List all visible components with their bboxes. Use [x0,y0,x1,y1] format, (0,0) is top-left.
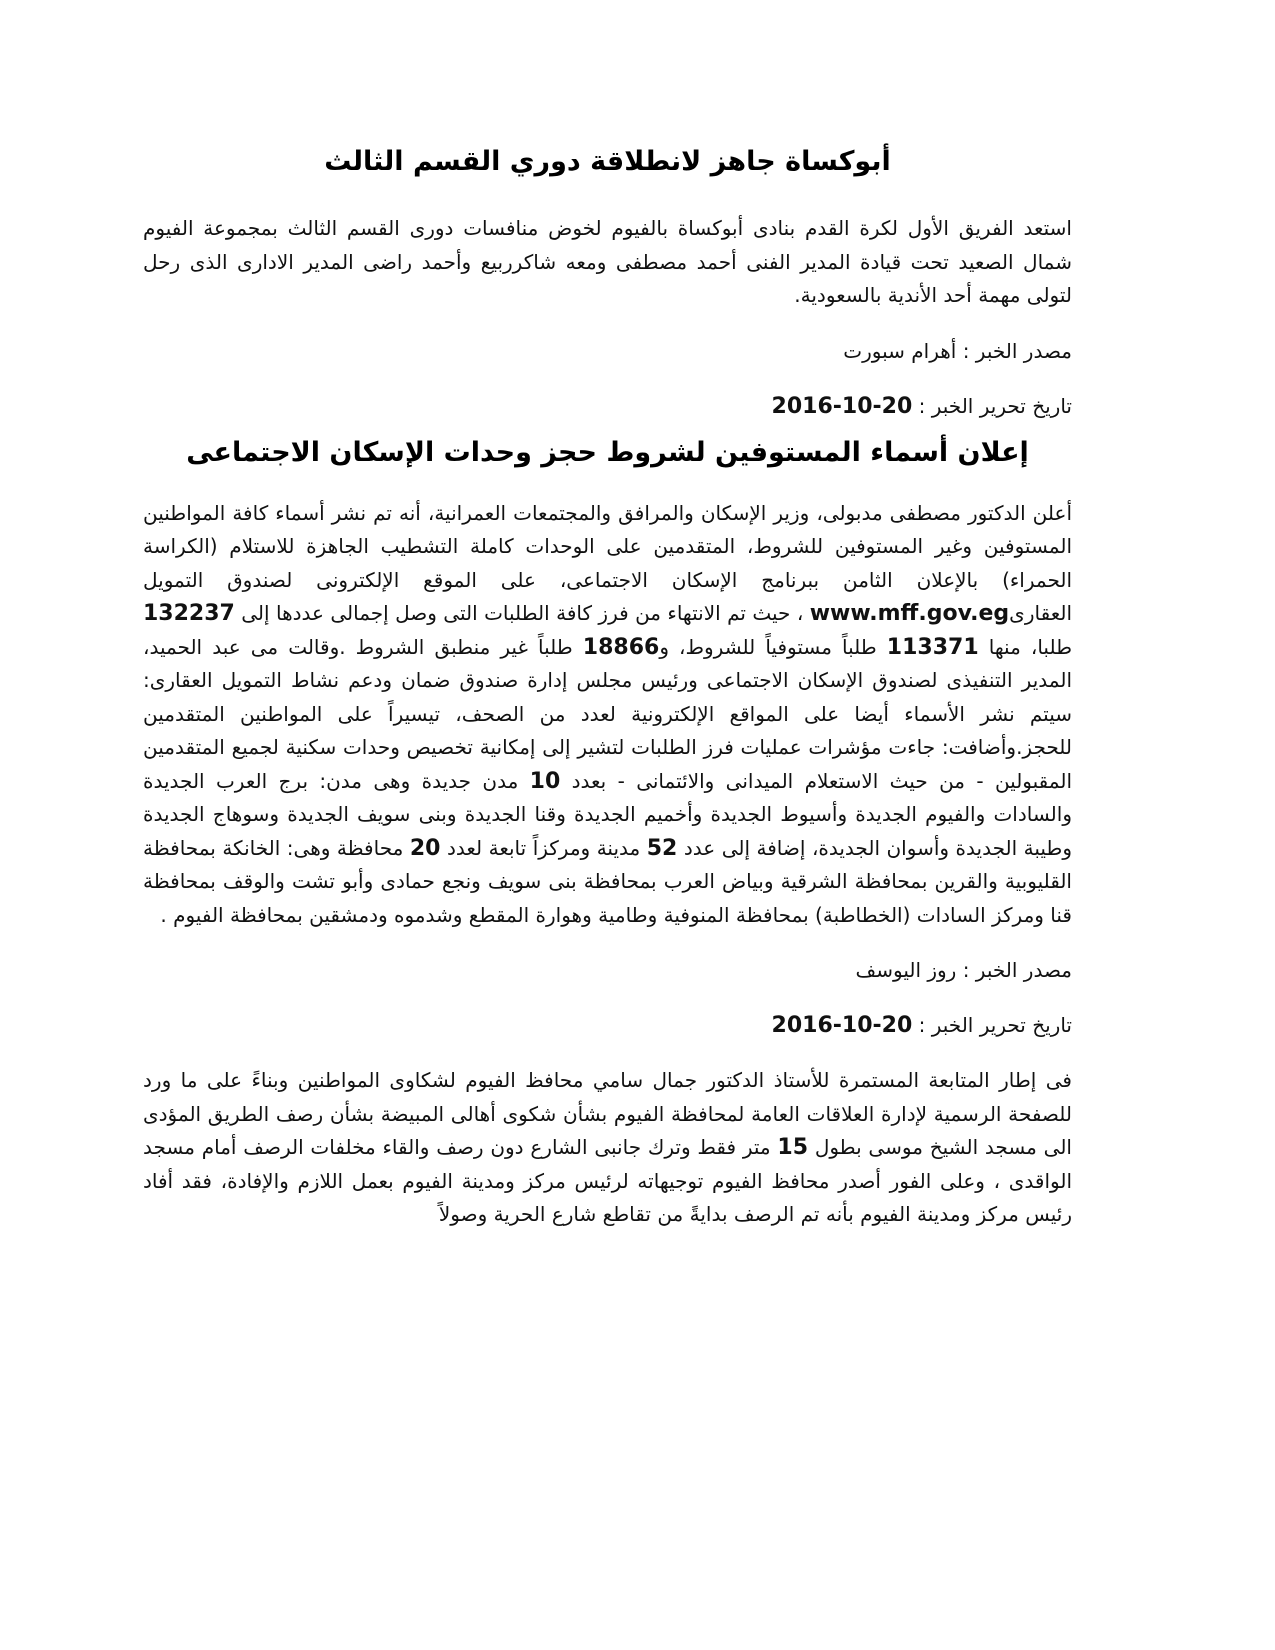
article-2-body-part: طلباً مستوفياً للشروط، و [659,634,887,659]
article-3-body-part: فى إطار المتابعة المستمرة للأستاذ الدكتور جمال سامي محافظ الفيوم لشكاوى المواطنين وبناءً على ما ورد للصفحة الرسمية لإدارة العلاقات العامة لمحافظة الفيوم بشأن شكوى أهالى المبيضة بشأن رصف الطريق المؤدى الى مسجد الشيخ موسى بطول [143,1068,1072,1159]
article-2-body-part: محافظة وهى: الخانكة بمحافظة القليوبية والقرين بمحافظة الشرقية وبياض العرب بمحافظة بنى سويف ونجع حمادى وأبو تشت والوقف بمحافظة قنا ومركز السادات (الخطاطبة) بمحافظة المنوفية وطامية وهوارة المقطع وشدموه ودمشقين بمحافظة الفيوم . [143,835,1072,927]
article-1-date-label: تاريخ تحرير الخبر : [912,393,1072,418]
article-1-date-value: 2016-10-20 [771,393,913,419]
article-1-date [143,390,1072,423]
article-2-body-part: أعلن الدكتور مصطفى مدبولى، وزير الإسكان والمرافق والمجتمعات العمرانية، أنه تم نشر أسماء كافة المواطنين المستوفين وغير المستوفين للشروط، المتقدمين على الوحدات كاملة التشطيب الجاهزة للاستلام (الكراسة الحمراء) بالإعلان الثامن ببرنامج الإسكان الاجتماعى، على الموقع الإلكترونى لصندوق التمويل العقارى [143,500,1072,625]
article-2-source: مصدر الخبر : روز اليوسف [855,958,1072,982]
article-2-body-part: طلبا، منها [978,634,1072,659]
article-3-road-length: 15 [777,1135,809,1160]
article-1-headline: أبوكساة جاهز لانطلاقة دوري القسم الثالث [324,146,891,177]
article-2-body-part: مدن جديدة وهى مدن: برج العرب الجديدة والسادات والفيوم الجديدة وأسيوط الجديدة وأخميم الجديدة وقنا الجديدة وبنى سويف الجديدة وسوهاج الجديدة وطيبة الجديدة وأسوان الجديدة، إضافة إلى عدد [143,768,1073,860]
article-3-body [143,1064,1072,1232]
article-2-eligible-count: 113371 [886,634,979,660]
document-page [143,140,1072,1232]
article-2-body-part: مدينة ومركزاً تابعة لعدد [440,835,647,860]
article-1-body: استعد الفريق الأول لكرة القدم بنادى أبوكساة بالفيوم لخوض منافسات دورى القسم الثالث بمجموعة الفيوم شمال الصعيد تحت قيادة المدير الفنى أحمد مصطفى ومعه شاكرربيع وأحمد راضى المدير الادارى الذى رحل لتولى مهمة أحد الأندية بالسعودية. [143,216,1072,307]
article-2-date-label: تاريخ تحرير الخبر : [912,1013,1072,1037]
article-2-cities-count: 52 [646,835,678,861]
article-2-body [143,497,1072,933]
article-2-governorates-count: 20 [409,835,441,861]
article-2-ineligible-count: 18866 [582,634,660,660]
article-2-total-applications: 132237 [143,601,235,626]
article-2-body-part: ، حيث تم الانتهاء من فرز كافة الطلبات التى وصل إجمالى عددها إلى [234,601,810,625]
article-1-source: مصدر الخبر : أهرام سبورت [843,338,1072,363]
article-3-body-part: متر فقط وترك جانبى الشارع دون رصف والقاء مخلفات الرصف أمام مسجد الواقدى ، وعلى الفور أصدر محافظ الفيوم توجيهاته لرئيس مركز ومدينة الفيوم بعمل اللازم والإفادة، فقد أفاد رئيس مركز ومدينة الفيوم بأنه تم الرصف بدايةً من تقاطع شارع الحرية وصولاً [143,1135,1072,1226]
article-2-date-value: 2016-10-20 [771,1013,913,1038]
article-2-body-part: طلباً غير منطبق الشروط .وقالت مى عبد الحميد، المدير التنفيذى لصندوق الإسكان الاجتماعى ورئيس مجلس إدارة صندوق ضمان ودعم نشاط التمويل العقارى: سيتم نشر الأسماء أيضا على المواقع الإلكترونية لعدد من الصحف، تيسيراً على المواطنين المتقدمين للحجز.وأضافت: جاءت مؤشرات عمليات فرز الطلبات لتشير إلى إمكانية تخصيص وحدات سكنية لجميع المتقدمين المقبولين - من حيث الاستعلام الميدانى والائتمانى - بعدد [143,634,1072,793]
article-2-headline: إعلان أسماء المستوفين لشروط حجز وحدات الإسكان الاجتماعى [186,436,1029,468]
article-2-date [143,1009,1072,1042]
article-2-new-cities-count: 10 [529,768,561,794]
article-2-website-link[interactable]: www.mff.gov.eg [809,601,1010,626]
